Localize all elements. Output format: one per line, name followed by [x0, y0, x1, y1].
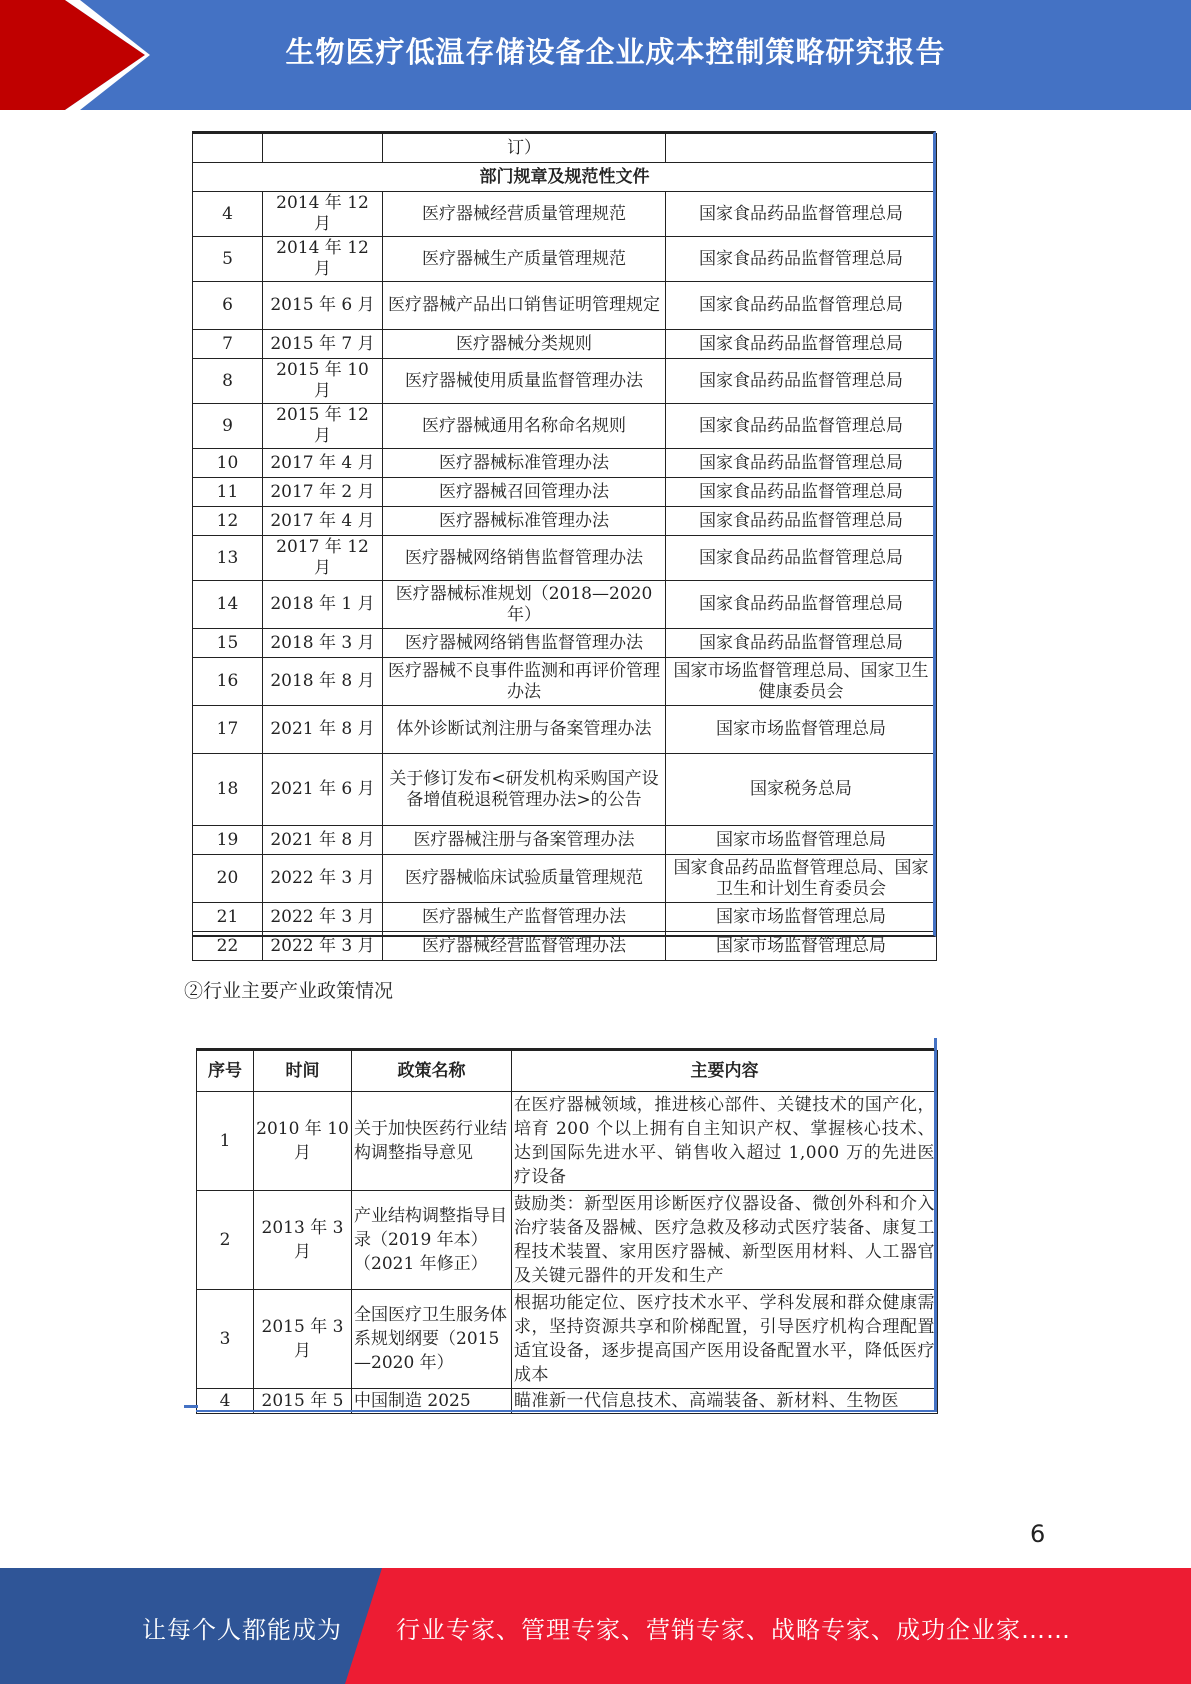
- header-no: 序号: [197, 1051, 254, 1092]
- cell-name: 医疗器械生产监督管理办法: [383, 903, 666, 932]
- footer-bar: [0, 1568, 1191, 1684]
- cell-no: 13: [193, 536, 263, 581]
- header-policy: 政策名称: [352, 1051, 512, 1092]
- cell-no: 16: [193, 658, 263, 706]
- table-row: [193, 932, 937, 961]
- table-row: [193, 192, 937, 237]
- cell-no: 19: [193, 826, 263, 855]
- table-row: [193, 282, 937, 330]
- table-row: [197, 1389, 938, 1414]
- cell-no: 22: [193, 932, 263, 961]
- cell-no: 1: [197, 1092, 254, 1191]
- cell-issuer: 国家食品药品监督管理总局: [666, 237, 937, 282]
- cell-name: 医疗器械网络销售监督管理办法: [383, 629, 666, 658]
- cell-policy: 中国制造 2025: [352, 1389, 512, 1414]
- decorative-line: [184, 1405, 198, 1408]
- cell-issuer: 国家食品药品监督管理总局: [666, 507, 937, 536]
- cell-issuer: 国家食品药品监督管理总局: [666, 282, 937, 330]
- cell-date: 2021 年 8 月: [263, 826, 383, 855]
- cell-name: 医疗器械分类规则: [383, 330, 666, 359]
- cell-date: 2017 年 12 月: [263, 536, 383, 581]
- cell-time: 2013 年 3 月: [254, 1191, 352, 1290]
- cell-policy: 全国医疗卫生服务体系规划纲要（2015—2020 年）: [352, 1290, 512, 1389]
- table-section-heading: [193, 163, 937, 192]
- cell-no: 8: [193, 359, 263, 404]
- cell-issuer: 国家食品药品监督管理总局: [666, 449, 937, 478]
- cell-name: 订）: [383, 134, 666, 163]
- cell-time: 2015 年 5: [254, 1389, 352, 1414]
- cell-name: 医疗器械标准管理办法: [383, 449, 666, 478]
- table-row: [193, 134, 937, 163]
- cell-no: 10: [193, 449, 263, 478]
- cell-name: 医疗器械标准管理办法: [383, 507, 666, 536]
- cell-date: 2015 年 6 月: [263, 282, 383, 330]
- cell-no: 6: [193, 282, 263, 330]
- table-row: [193, 449, 937, 478]
- cell-no: 14: [193, 581, 263, 629]
- cell-date: 2018 年 1 月: [263, 581, 383, 629]
- regulations-table: [192, 133, 937, 961]
- cell-issuer: 国家食品药品监督管理总局: [666, 330, 937, 359]
- cell-no: 21: [193, 903, 263, 932]
- table-row: [193, 903, 937, 932]
- cell-date: 2015 年 10 月: [263, 359, 383, 404]
- table-row: [193, 629, 937, 658]
- cell-date: 2021 年 6 月: [263, 754, 383, 826]
- footer-slogan-right: 行业专家、管理专家、营销专家、战略专家、成功企业家……: [396, 1616, 1071, 1644]
- table-row: [193, 237, 937, 282]
- cell-no: 17: [193, 706, 263, 754]
- cell-date: 2018 年 3 月: [263, 629, 383, 658]
- cell-content: 在医疗器械领域，推进核心部件、关键技术的国产化，培育 200 个以上拥有自主知识产权、掌握核心技术、达到国际先进水平、销售收入超过 1,000 万的先进医疗设备: [512, 1092, 938, 1191]
- cell-issuer: 国家食品药品监督管理总局: [666, 536, 937, 581]
- cell-issuer: 国家税务总局: [666, 754, 937, 826]
- policy-table-body: [197, 1051, 938, 1414]
- page-number: 6: [1030, 1520, 1046, 1548]
- cell-policy: 产业结构调整指导目录（2019 年本）（2021 年修正）: [352, 1191, 512, 1290]
- cell-date: 2018 年 8 月: [263, 658, 383, 706]
- cell-date: 2017 年 4 月: [263, 507, 383, 536]
- header-bar: [0, 0, 1191, 110]
- table-row: [193, 706, 937, 754]
- cell-no: 2: [197, 1191, 254, 1290]
- cell-issuer: 国家食品药品监督管理总局: [666, 629, 937, 658]
- cell-no: 5: [193, 237, 263, 282]
- table-row: [193, 478, 937, 507]
- cell-name: 医疗器械经营监督管理办法: [383, 932, 666, 961]
- decorative-line: [934, 1038, 937, 1050]
- cell-no: 7: [193, 330, 263, 359]
- table-row: [193, 507, 937, 536]
- cell-issuer: 国家市场监督管理总局: [666, 932, 937, 961]
- cell-issuer: 国家食品药品监督管理总局: [666, 478, 937, 507]
- cell-date: 2021 年 8 月: [263, 706, 383, 754]
- cell-name: 医疗器械召回管理办法: [383, 478, 666, 507]
- cell-no: 9: [193, 404, 263, 449]
- cell-name: 医疗器械经营质量管理规范: [383, 192, 666, 237]
- policy-table: [196, 1050, 938, 1414]
- section-heading-cell: 部门规章及规范性文件: [193, 163, 937, 192]
- cell-issuer: 国家食品药品监督管理总局、国家卫生和计划生育委员会: [666, 855, 937, 903]
- cell-issuer: 国家食品药品监督管理总局: [666, 192, 937, 237]
- table-row: [193, 359, 937, 404]
- cell-no: 12: [193, 507, 263, 536]
- cell-date: 2017 年 4 月: [263, 449, 383, 478]
- cell-name: 医疗器械标准规划（2018—2020年）: [383, 581, 666, 629]
- table-row: [193, 536, 937, 581]
- table-row: [197, 1092, 938, 1191]
- table-row: [193, 404, 937, 449]
- cell-issuer: 国家食品药品监督管理总局: [666, 581, 937, 629]
- cell-date: 2014 年 12 月: [263, 192, 383, 237]
- cell-no: 20: [193, 855, 263, 903]
- cell-issuer: 国家市场监督管理总局: [666, 826, 937, 855]
- cell-name: 医疗器械通用名称命名规则: [383, 404, 666, 449]
- cell-date: 2022 年 3 月: [263, 903, 383, 932]
- cell-content: 瞄准新一代信息技术、高端装备、新材料、生物医: [512, 1389, 938, 1414]
- report-title: 生物医疗低温存储设备企业成本控制策略研究报告: [285, 35, 946, 69]
- cell-name: 医疗器械不良事件监测和再评价管理办法: [383, 658, 666, 706]
- cell-no: 3: [197, 1290, 254, 1389]
- table-row: [193, 754, 937, 826]
- cell-name: 体外诊断试剂注册与备案管理办法: [383, 706, 666, 754]
- cell-policy: 关于加快医药行业结构调整指导意见: [352, 1092, 512, 1191]
- cell-name: 关于修订发布<研发机构采购国产设备增值税退税管理办法>的公告: [383, 754, 666, 826]
- table-row: [197, 1191, 938, 1290]
- cell-time: 2015 年 3 月: [254, 1290, 352, 1389]
- cell-issuer: 国家市场监督管理总局: [666, 903, 937, 932]
- footer-slogan-left: 让每个人都能成为: [142, 1616, 342, 1644]
- table-row: [193, 581, 937, 629]
- header-chevron-icon: [0, 0, 150, 110]
- cell-date: 2015 年 12 月: [263, 404, 383, 449]
- cell-name: 医疗器械临床试验质量管理规范: [383, 855, 666, 903]
- cell-date: 2022 年 3 月: [263, 855, 383, 903]
- cell-no: 18: [193, 754, 263, 826]
- cell-date: 2014 年 12 月: [263, 237, 383, 282]
- cell-no: 11: [193, 478, 263, 507]
- table-row: [193, 658, 937, 706]
- cell-issuer: 国家市场监督管理总局: [666, 706, 937, 754]
- table-row: [193, 855, 937, 903]
- cell-issuer: 国家市场监督管理总局、国家卫生健康委员会: [666, 658, 937, 706]
- cell-no: 15: [193, 629, 263, 658]
- section-label: ②行业主要产业政策情况: [184, 980, 394, 1002]
- cell-name: 医疗器械使用质量监督管理办法: [383, 359, 666, 404]
- header-content: 主要内容: [512, 1051, 938, 1092]
- cell-content: 鼓励类：新型医用诊断医疗仪器设备、微创外科和介入治疗装备及器械、医疗急救及移动式医疗装备、康复工程技术装置、家用医疗器械、新型医用材料、人工器官及关键元器件的开发和生产: [512, 1191, 938, 1290]
- table-header-row: [197, 1051, 938, 1092]
- cell-no: 4: [197, 1389, 254, 1414]
- regulations-table-body: [193, 134, 937, 961]
- cell-no: 4: [193, 192, 263, 237]
- cell-time: 2010 年 10 月: [254, 1092, 352, 1191]
- table-row: [193, 330, 937, 359]
- cell-date: 2017 年 2 月: [263, 478, 383, 507]
- cell-name: 医疗器械生产质量管理规范: [383, 237, 666, 282]
- header-time: 时间: [254, 1051, 352, 1092]
- cell-date: 2015 年 7 月: [263, 330, 383, 359]
- table-row: [197, 1290, 938, 1389]
- table-row: [193, 826, 937, 855]
- cell-issuer: 国家食品药品监督管理总局: [666, 404, 937, 449]
- cell-date: 2022 年 3 月: [263, 932, 383, 961]
- cell-name: 医疗器械产品出口销售证明管理规定: [383, 282, 666, 330]
- cell-issuer: 国家食品药品监督管理总局: [666, 359, 937, 404]
- cell-name: 医疗器械网络销售监督管理办法: [383, 536, 666, 581]
- cell-name: 医疗器械注册与备案管理办法: [383, 826, 666, 855]
- cell-content: 根据功能定位、医疗技术水平、学科发展和群众健康需求，坚持资源共享和阶梯配置，引导医疗机构合理配置适宜设备，逐步提高国产医用设备配置水平，降低医疗成本: [512, 1290, 938, 1389]
